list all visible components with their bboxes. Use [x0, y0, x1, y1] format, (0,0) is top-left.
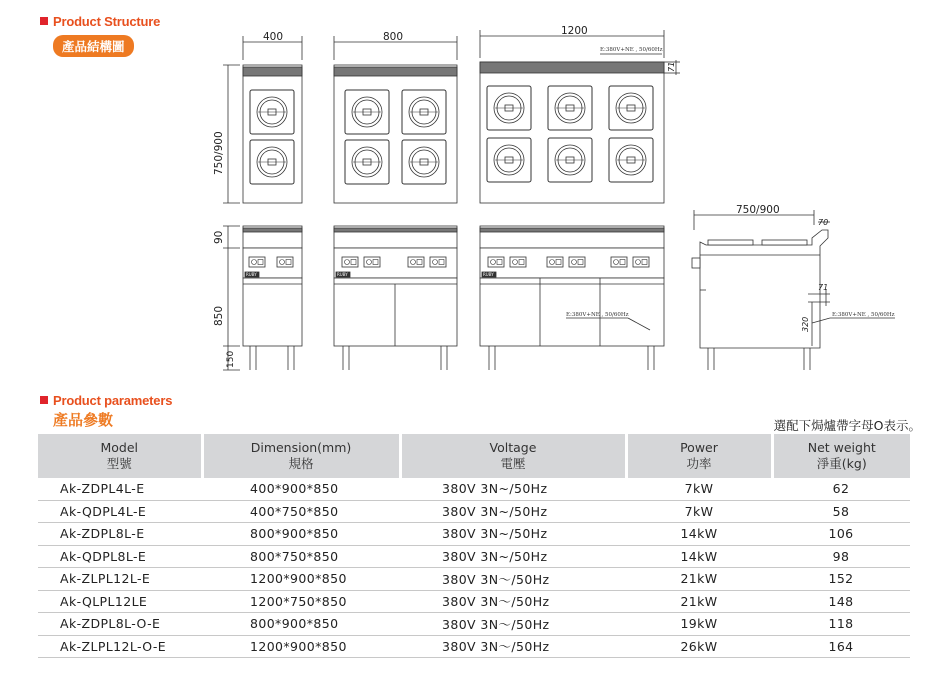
option-note: 選配下焗爐帶字母O表示。 [773, 418, 921, 433]
table-row [38, 568, 910, 591]
dim-height-90: 90 [213, 230, 225, 244]
red-square-icon [40, 396, 48, 404]
cell-model: Ak-ZDPL8L-O-E [38, 613, 202, 636]
header-dimension [202, 434, 400, 478]
cell-voltage: 380V 3N～/50Hz [400, 568, 626, 591]
cell-dimension: 1200*900*850 [202, 635, 400, 658]
front-view-400 [223, 226, 302, 370]
table-row [38, 613, 910, 636]
cell-weight: 58 [772, 500, 910, 523]
cell-model: Ak-QDPL4L-E [38, 500, 202, 523]
cell-power: 7kW [626, 478, 772, 500]
dim-width-1200: 1200 [561, 25, 588, 37]
cell-dimension: 800*900*850 [202, 613, 400, 636]
cell-voltage: 380V 3N～/50Hz [400, 613, 626, 636]
front-view-800 [334, 226, 457, 370]
cell-model: Ak-QDPL8L-E [38, 545, 202, 568]
panel-badge-1200: RUBY [483, 272, 494, 277]
header-power-en: Power [680, 440, 718, 455]
cell-power: 7kW [626, 500, 772, 523]
cell-dimension: 1200*750*850 [202, 590, 400, 613]
cell-model: Ak-ZLPL12L-O-E [38, 635, 202, 658]
structure-cn-badge: 產品結構圖 [53, 35, 134, 57]
cell-power: 14kW [626, 545, 772, 568]
table-row [38, 478, 910, 500]
cell-dimension: 800*750*850 [202, 545, 400, 568]
cell-model: Ak-ZDPL8L-E [38, 523, 202, 546]
header-dimension-en: Dimension(mm) [250, 440, 352, 455]
cell-model: Ak-ZDPL4L-E [38, 478, 202, 500]
table-row [38, 500, 910, 523]
header-power-cn: 功率 [686, 456, 712, 471]
cell-model: Ak-QLPL12LE [38, 590, 202, 613]
dim-width-800: 800 [383, 31, 404, 43]
product-structure-title-text: Product Structure [53, 14, 161, 29]
table-header-row [38, 434, 910, 478]
electric-label-front: E:380V+NE , 50/60Hz [566, 312, 629, 318]
cell-weight: 164 [772, 635, 910, 658]
cell-weight: 106 [772, 523, 910, 546]
electric-label-top: E:380V+NE , 50/60Hz [600, 47, 663, 53]
cell-weight: 118 [772, 613, 910, 636]
dim-71-side: 71 [818, 283, 829, 292]
side-view [692, 210, 895, 370]
cell-power: 19kW [626, 613, 772, 636]
cell-dimension: 1200*900*850 [202, 568, 400, 591]
panel-badge-800: RUBY [337, 272, 348, 277]
cell-voltage: 380V 3N~/50Hz [400, 500, 626, 523]
table-row [38, 523, 910, 546]
cell-voltage: 380V 3N~/50Hz [400, 478, 626, 500]
parameters-table [38, 434, 910, 658]
dim-width-400: 400 [263, 31, 284, 43]
dim-height-850: 850 [213, 305, 225, 326]
header-weight [772, 434, 910, 478]
parameters-cn-title: 產品參數 [53, 411, 114, 429]
header-model-en: Model [100, 440, 139, 455]
panel-badge-400: RUBY [246, 272, 257, 277]
cell-dimension: 400*900*850 [202, 478, 400, 500]
dim-70-side: 70 [818, 218, 829, 227]
cell-power: 21kW [626, 568, 772, 591]
header-model [38, 434, 202, 478]
cell-voltage: 380V 3N～/50Hz [400, 590, 626, 613]
dim-320-side: 320 [801, 316, 810, 332]
header-voltage-cn: 電壓 [500, 456, 526, 471]
header-dimension-cn: 規格 [288, 456, 314, 471]
cell-weight: 148 [772, 590, 910, 613]
header-voltage-en: Voltage [489, 440, 537, 455]
table-row [38, 635, 910, 658]
cell-weight: 62 [772, 478, 910, 500]
electric-label-side: E:380V+NE , 50/60Hz [832, 312, 895, 318]
product-parameters-title-text: Product parameters [53, 393, 173, 408]
header-power [626, 434, 772, 478]
cell-power: 26kW [626, 635, 772, 658]
cell-dimension: 400*750*850 [202, 500, 400, 523]
cell-dimension: 800*900*850 [202, 523, 400, 546]
dim-height-150: 150 [226, 350, 236, 368]
table-row [38, 590, 910, 613]
dim-71-top: 71 [667, 61, 676, 72]
cell-voltage: 380V 3N～/50Hz [400, 635, 626, 658]
cell-power: 14kW [626, 523, 772, 546]
front-view-1200 [480, 226, 664, 370]
cell-voltage: 380V 3N~/50Hz [400, 545, 626, 568]
header-weight-en: Net weight [807, 440, 876, 455]
cell-power: 21kW [626, 590, 772, 613]
header-weight-cn: 淨重(kg) [816, 456, 867, 471]
header-voltage [400, 434, 626, 478]
cell-voltage: 380V 3N~/50Hz [400, 523, 626, 546]
dim-depth-top: 750/900 [213, 131, 225, 175]
product-parameters-title [40, 393, 172, 408]
cell-weight: 152 [772, 568, 910, 591]
dim-depth-side: 750/900 [736, 204, 780, 216]
table-row [38, 545, 910, 568]
cell-model: Ak-ZLPL12L-E [38, 568, 202, 591]
cell-weight: 98 [772, 545, 910, 568]
header-model-cn: 型號 [106, 456, 132, 471]
